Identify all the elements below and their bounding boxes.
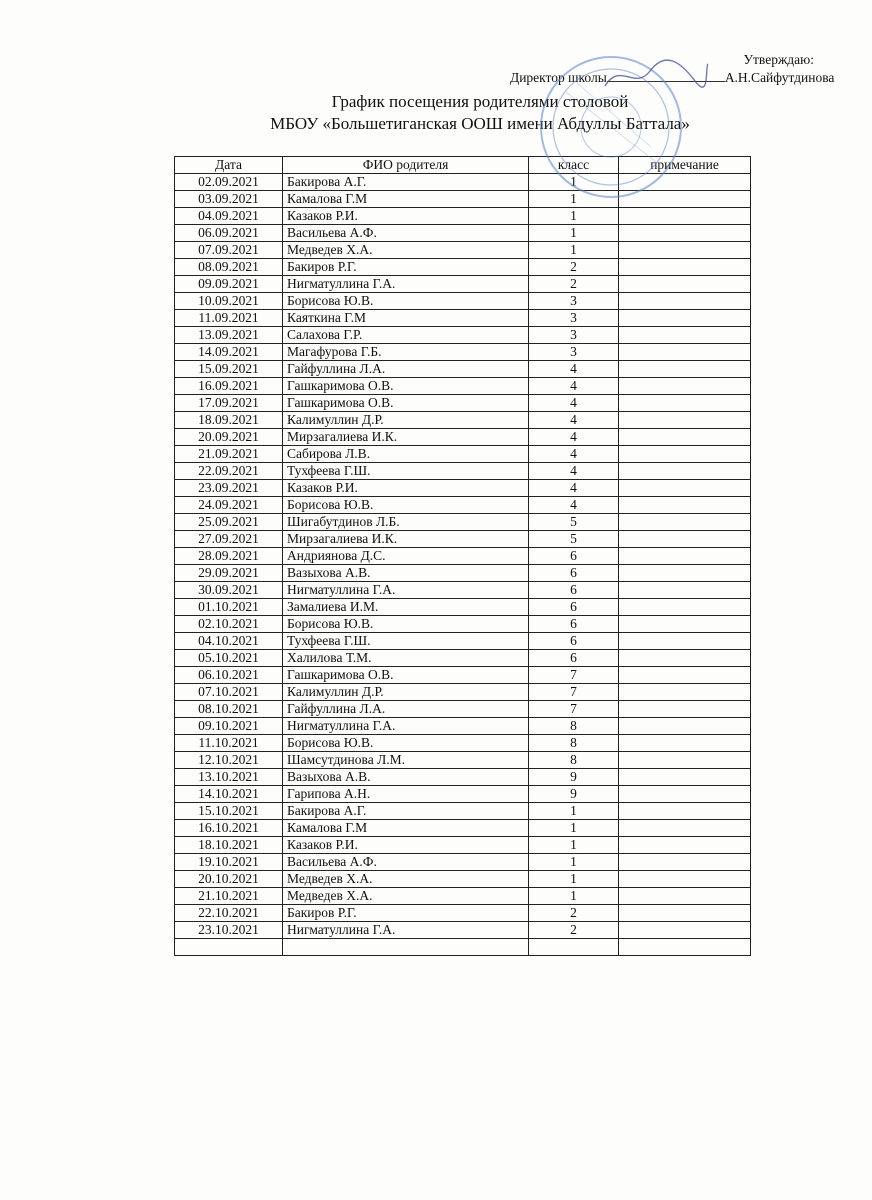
cell-note [619,582,751,599]
director-label: Директор школы [510,70,607,85]
cell-date: 22.10.2021 [175,905,283,922]
cell-parent-name: Камалова Г.М [283,820,529,837]
table-row [175,344,751,361]
cell-class: 6 [529,582,619,599]
cell-class: 7 [529,701,619,718]
cell-parent-name: Борисова Ю.В. [283,497,529,514]
table-row [175,225,751,242]
table-row [175,701,751,718]
table-row [175,939,751,956]
cell-class: 2 [529,259,619,276]
cell-class: 1 [529,803,619,820]
cell-parent-name: Борисова Ю.В. [283,616,529,633]
table-row [175,412,751,429]
cell-note [619,820,751,837]
cell-note [619,786,751,803]
table-row [175,803,751,820]
header-date: Дата [175,157,283,174]
cell-note [619,327,751,344]
cell-note [619,531,751,548]
cell-parent-name: Гашкаримова О.В. [283,667,529,684]
cell-date: 21.09.2021 [175,446,283,463]
table-row [175,463,751,480]
cell-note [619,871,751,888]
cell-class: 4 [529,480,619,497]
table-row [175,735,751,752]
cell-note [619,395,751,412]
cell-class: 1 [529,208,619,225]
cell-date: 16.10.2021 [175,820,283,837]
cell-class: 8 [529,718,619,735]
table-row [175,667,751,684]
cell-parent-name: Магафурова Г.Б. [283,344,529,361]
cell-class: 1 [529,191,619,208]
cell-parent-name: Мирзагалиева И.К. [283,531,529,548]
cell-class: 1 [529,242,619,259]
cell-note [619,463,751,480]
cell-note [619,497,751,514]
table-body [175,174,751,956]
cell-parent-name: Андриянова Д.С. [283,548,529,565]
table-row [175,395,751,412]
table-row [175,837,751,854]
cell-date: 30.09.2021 [175,582,283,599]
table-row [175,191,751,208]
cell-class: 8 [529,735,619,752]
cell-date: 09.10.2021 [175,718,283,735]
cell-note [619,225,751,242]
cell-parent-name: Тухфеева Г.Ш. [283,633,529,650]
cell-note [619,752,751,769]
cell-note [619,361,751,378]
cell-note [619,378,751,395]
table-row [175,429,751,446]
cell-date: 17.09.2021 [175,395,283,412]
cell-note [619,599,751,616]
table-row [175,616,751,633]
cell-date: 12.10.2021 [175,752,283,769]
table-header-row [175,157,751,174]
cell-parent-name: Нигматуллина Г.А. [283,276,529,293]
approve-label: Утверждаю: [743,52,814,67]
cell-parent-name: Шигабутдинов Л.Б. [283,514,529,531]
cell-class: 6 [529,650,619,667]
cell-parent-name: Камалова Г.М [283,191,529,208]
cell-parent-name: Замалиева И.М. [283,599,529,616]
cell-date: 14.09.2021 [175,344,283,361]
director-line [510,70,834,86]
cell-note [619,905,751,922]
table-row [175,497,751,514]
table-row [175,480,751,497]
table-row [175,820,751,837]
cell-class: 6 [529,599,619,616]
table-row [175,378,751,395]
cell-date: 28.09.2021 [175,548,283,565]
cell-date: 22.09.2021 [175,463,283,480]
cell-class: 4 [529,497,619,514]
cell-parent-name: Калимуллин Д.Р. [283,684,529,701]
cell-date: 10.09.2021 [175,293,283,310]
table-row [175,769,751,786]
cell-note [619,293,751,310]
cell-note [619,565,751,582]
cell-note [619,276,751,293]
cell-parent-name: Халилова Т.М. [283,650,529,667]
table-row [175,888,751,905]
table-row [175,259,751,276]
cell-parent-name: Нигматуллина Г.А. [283,922,529,939]
cell-date: 15.10.2021 [175,803,283,820]
cell-parent-name: Шамсутдинова Л.М. [283,752,529,769]
cell-parent-name [283,939,529,956]
cell-class: 3 [529,310,619,327]
table-row [175,599,751,616]
cell-date: 25.09.2021 [175,514,283,531]
cell-date: 02.10.2021 [175,616,283,633]
cell-parent-name: Гарипова А.Н. [283,786,529,803]
cell-parent-name: Гашкаримова О.В. [283,378,529,395]
cell-class: 6 [529,616,619,633]
school-name: МБОУ «Большетиганская ООШ имени Абдуллы Баттала» [270,114,690,133]
cell-class: 4 [529,378,619,395]
cell-parent-name: Гайфуллина Л.А. [283,701,529,718]
cell-class: 7 [529,684,619,701]
cell-date: 05.10.2021 [175,650,283,667]
cell-note [619,939,751,956]
cell-parent-name: Сабирова Л.В. [283,446,529,463]
cell-date: 20.09.2021 [175,429,283,446]
cell-note [619,259,751,276]
cell-note [619,174,751,191]
cell-date: 07.10.2021 [175,684,283,701]
cell-parent-name: Мирзагалиева И.К. [283,429,529,446]
cell-note [619,769,751,786]
cell-parent-name: Борисова Ю.В. [283,293,529,310]
cell-date: 11.10.2021 [175,735,283,752]
cell-date: 01.10.2021 [175,599,283,616]
cell-note [619,514,751,531]
cell-parent-name: Бакирова А.Г. [283,174,529,191]
cell-note [619,837,751,854]
cell-parent-name: Тухфеева Г.Ш. [283,463,529,480]
cell-parent-name: Медведев Х.А. [283,888,529,905]
cell-note [619,446,751,463]
cell-date: 29.09.2021 [175,565,283,582]
cell-date: 13.10.2021 [175,769,283,786]
cell-note [619,412,751,429]
table-row [175,293,751,310]
cell-date: 18.09.2021 [175,412,283,429]
cell-note [619,310,751,327]
cell-date: 08.10.2021 [175,701,283,718]
table-row [175,514,751,531]
cell-class: 6 [529,565,619,582]
cell-parent-name: Васильева А.Ф. [283,854,529,871]
cell-class: 2 [529,905,619,922]
cell-parent-name: Гашкаримова О.В. [283,395,529,412]
cell-parent-name: Салахова Г.Р. [283,327,529,344]
cell-parent-name: Бакиров Р.Г. [283,259,529,276]
table-row [175,565,751,582]
cell-class: 8 [529,752,619,769]
table-row [175,905,751,922]
cell-class: 1 [529,854,619,871]
cell-class: 4 [529,463,619,480]
cell-class: 3 [529,293,619,310]
cell-class: 2 [529,276,619,293]
cell-parent-name: Бакиров Р.Г. [283,905,529,922]
cell-note [619,548,751,565]
header-class: класс [529,157,619,174]
cell-class: 3 [529,327,619,344]
cell-date: 06.09.2021 [175,225,283,242]
header-note: примечание [619,157,751,174]
director-name: А.Н.Сайфутдинова [724,70,835,85]
header-parent-name: ФИО родителя [283,157,529,174]
cell-note [619,718,751,735]
cell-parent-name: Казаков Р.И. [283,480,529,497]
cell-date: 07.09.2021 [175,242,283,259]
cell-note [619,242,751,259]
cell-date: 14.10.2021 [175,786,283,803]
cell-class: 3 [529,344,619,361]
cell-date: 27.09.2021 [175,531,283,548]
cell-note [619,429,751,446]
cell-date: 23.10.2021 [175,922,283,939]
cell-date: 24.09.2021 [175,497,283,514]
cell-class: 4 [529,395,619,412]
cell-class: 6 [529,633,619,650]
cell-date: 02.09.2021 [175,174,283,191]
cell-date: 13.09.2021 [175,327,283,344]
cell-class: 1 [529,871,619,888]
cell-class: 6 [529,548,619,565]
cell-class [529,939,619,956]
cell-date: 08.09.2021 [175,259,283,276]
table-row [175,446,751,463]
signature-line [607,71,725,82]
cell-parent-name: Медведев Х.А. [283,242,529,259]
table-row [175,208,751,225]
table-row [175,582,751,599]
table-row [175,276,751,293]
cell-note [619,480,751,497]
table-row [175,327,751,344]
cell-parent-name: Вазыхова А.В. [283,769,529,786]
cell-date: 06.10.2021 [175,667,283,684]
table-row [175,752,751,769]
cell-note [619,854,751,871]
cell-date: 04.09.2021 [175,208,283,225]
cell-date: 21.10.2021 [175,888,283,905]
cell-class: 5 [529,514,619,531]
cell-date: 20.10.2021 [175,871,283,888]
cell-date: 19.10.2021 [175,854,283,871]
cell-note [619,650,751,667]
cell-class: 9 [529,786,619,803]
table-row [175,361,751,378]
table-row [175,548,751,565]
cell-date: 23.09.2021 [175,480,283,497]
cell-note [619,616,751,633]
cell-class: 1 [529,820,619,837]
cell-class: 5 [529,531,619,548]
table-row [175,922,751,939]
cell-parent-name: Бакирова А.Г. [283,803,529,820]
table-row [175,854,751,871]
cell-class: 4 [529,412,619,429]
table-row [175,310,751,327]
cell-note [619,344,751,361]
cell-note [619,735,751,752]
cell-class: 4 [529,361,619,378]
cell-date: 18.10.2021 [175,837,283,854]
cell-class: 1 [529,888,619,905]
cell-class: 9 [529,769,619,786]
cell-note [619,684,751,701]
cell-class: 1 [529,837,619,854]
table-row [175,871,751,888]
cell-parent-name: Борисова Ю.В. [283,735,529,752]
cell-class: 1 [529,174,619,191]
cell-parent-name: Васильева А.Ф. [283,225,529,242]
table-row [175,684,751,701]
cell-date: 16.09.2021 [175,378,283,395]
cell-parent-name: Вазыхова А.В. [283,565,529,582]
cell-date [175,939,283,956]
table-row [175,633,751,650]
cell-date: 04.10.2021 [175,633,283,650]
cell-class: 7 [529,667,619,684]
table-row [175,650,751,667]
table-row [175,786,751,803]
cell-date: 15.09.2021 [175,361,283,378]
cell-class: 4 [529,429,619,446]
cell-date: 09.09.2021 [175,276,283,293]
table-row [175,718,751,735]
cell-note [619,701,751,718]
cell-parent-name: Казаков Р.И. [283,208,529,225]
table-row [175,242,751,259]
cell-note [619,667,751,684]
cell-parent-name: Нигматуллина Г.А. [283,582,529,599]
cell-parent-name: Нигматуллина Г.А. [283,718,529,735]
cell-note [619,633,751,650]
cell-note [619,803,751,820]
cell-note [619,888,751,905]
cell-date: 03.09.2021 [175,191,283,208]
cell-parent-name: Калимуллин Д.Р. [283,412,529,429]
cell-class: 2 [529,922,619,939]
document-title: График посещения родителями столовой [331,92,629,111]
cell-note [619,208,751,225]
cell-parent-name: Казаков Р.И. [283,837,529,854]
schedule-table [174,156,751,956]
cell-parent-name: Каяткина Г.М [283,310,529,327]
cell-date: 11.09.2021 [175,310,283,327]
cell-note [619,922,751,939]
table-row [175,174,751,191]
table-row [175,531,751,548]
cell-note [619,191,751,208]
cell-parent-name: Медведев Х.А. [283,871,529,888]
cell-class: 4 [529,446,619,463]
cell-parent-name: Гайфуллина Л.А. [283,361,529,378]
cell-class: 1 [529,225,619,242]
